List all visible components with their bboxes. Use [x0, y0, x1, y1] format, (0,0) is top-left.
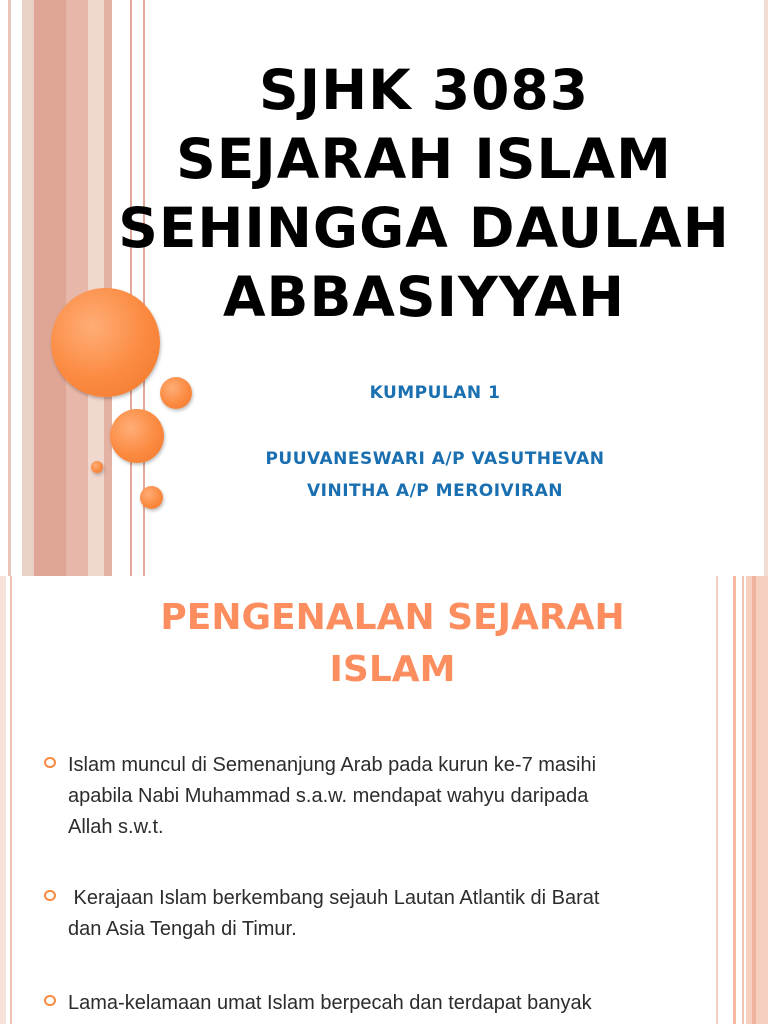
decorative-stripe [742, 576, 744, 1024]
decorative-circle-medium [110, 409, 164, 463]
group-label: KUMPULAN 1 [369, 383, 501, 403]
member-name: VINITHA A/P MEROIVIRAN [306, 481, 564, 501]
decorative-circle-small [140, 486, 163, 509]
decorative-stripe [764, 0, 768, 576]
decorative-stripe [746, 576, 768, 1024]
bullet-text [68, 750, 718, 843]
bullet-text [68, 883, 718, 945]
slide-heading-line: PENGENALAN SEJARAH [160, 597, 625, 638]
slide-heading-line: ISLAM [329, 649, 456, 690]
bullet-line: Allah s.w.t. [68, 816, 164, 838]
bullet-line: dan Asia Tengah di Timur. [68, 918, 297, 940]
bullet-line: Kerajaan Islam berkembang sejauh Lautan Atlantik di Barat [68, 887, 600, 909]
bullet-ring-icon [44, 890, 56, 901]
decorative-stripe [752, 576, 756, 1024]
decorative-stripe [34, 0, 66, 576]
slide-title-line: SEJARAH ISLAM [176, 127, 672, 191]
bullet-ring-icon [44, 757, 56, 768]
decorative-stripe [733, 576, 736, 1024]
slide-title-line: ABBASIYYAH [222, 265, 626, 329]
slide-title-line: SEHINGGA DAULAH [118, 196, 730, 260]
member-name: PUUVANESWARI A/P VASUTHEVAN [265, 449, 605, 469]
bullet-ring-icon [44, 995, 56, 1006]
bullet-line: Lama-kelamaan umat Islam berpecah dan terdapat banyak [68, 992, 592, 1014]
decorative-stripe [10, 576, 12, 1024]
slide-title-line: SJHK 3083 [259, 58, 589, 122]
decorative-stripe [8, 0, 11, 576]
content-slide [0, 576, 768, 1024]
slide-title [100, 56, 748, 332]
decorative-stripe [22, 0, 34, 576]
decorative-stripe [66, 0, 88, 576]
bullet-line: Islam muncul di Semenanjung Arab pada kurun ke-7 masihi [68, 754, 597, 776]
bullet-text [68, 988, 718, 1019]
decorative-circle-tiny [91, 461, 103, 473]
slide-heading [80, 592, 705, 696]
bullet-line: apabila Nabi Muhammad s.a.w. mendapat wahyu daripada [68, 785, 589, 807]
decorative-stripe [0, 576, 6, 1024]
